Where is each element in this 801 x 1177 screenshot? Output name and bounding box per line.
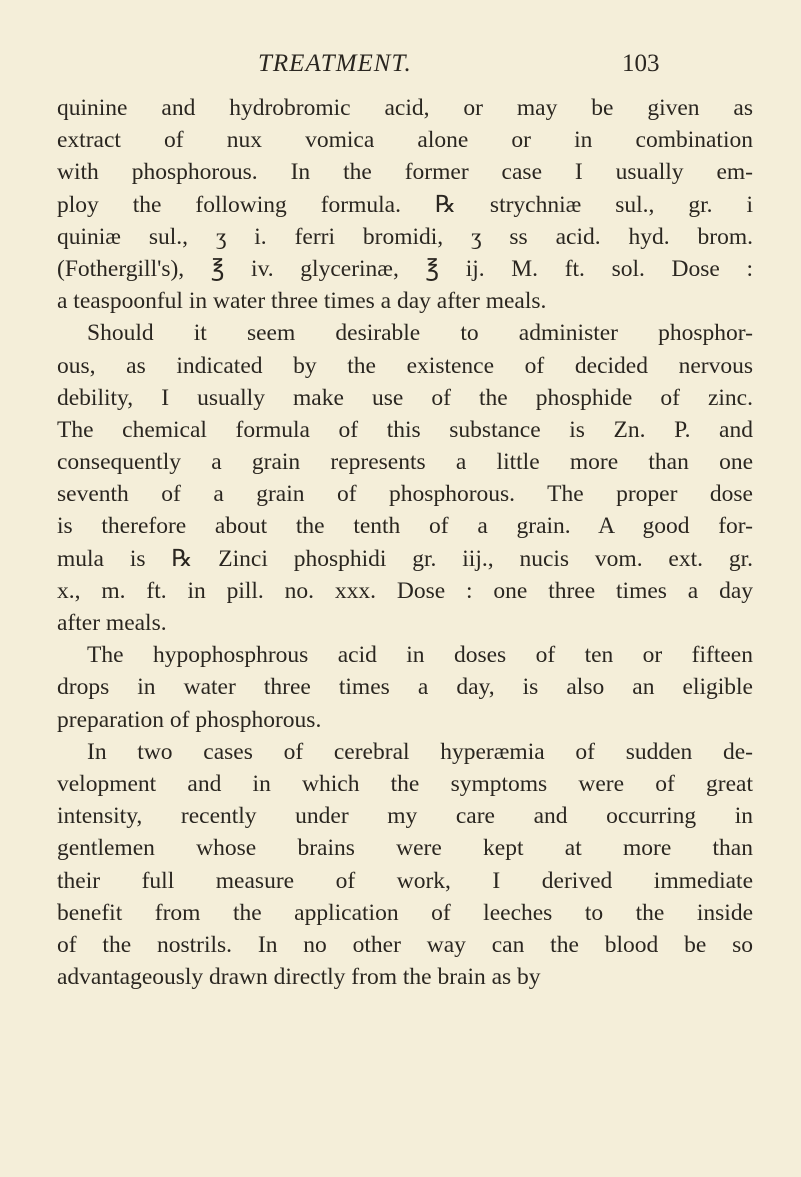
text-line: (Fothergill's), ℥ iv. glycerinæ, ℥ ij. M. ft. sol. Dose :	[57, 255, 753, 282]
running-head	[0, 44, 801, 84]
text-line: ous, as indicated by the existence of decided nervous	[57, 352, 753, 379]
page-number: 103	[622, 50, 660, 77]
text-line: benefit from the application of leeches to the inside	[57, 899, 753, 926]
paragraph	[57, 92, 753, 317]
text-line: The chemical formula of this substance is Zn. P. and	[57, 416, 753, 443]
text-line: preparation of phosphorous.	[57, 706, 322, 733]
text-line: velopment and in which the symptoms were of great	[57, 770, 753, 797]
text-line: their full measure of work, I derived immediate	[57, 867, 753, 894]
text-line: quiniæ sul., ʒ i. ferri bromidi, ʒ ss acid. hyd. brom.	[57, 223, 753, 250]
text-line: a teaspoonful in water three times a day after meals.	[57, 288, 547, 315]
text-line: extract of nux vomica alone or in combination	[57, 127, 753, 154]
text-line: after meals.	[57, 610, 167, 636]
text-line: The hypophosphrous acid in doses of ten or fifteen	[87, 642, 753, 669]
text-line: seventh of a grain of phosphorous. The proper dose	[57, 481, 753, 508]
text-line: consequently a grain represents a little more than one	[57, 449, 753, 476]
text-line: quinine and hydrobromic acid, or may be given as	[57, 95, 753, 121]
text-line: intensity, recently under my care and occurring in	[57, 803, 753, 830]
text-line: ploy the following formula. ℞ strychniæ sul., gr. i	[57, 191, 753, 218]
text-line: In two cases of cerebral hyperæmia of sudden de-	[87, 738, 753, 765]
paragraph	[57, 639, 753, 736]
text-line: Should it seem desirable to administer phosphor-	[87, 320, 753, 347]
paragraph	[57, 736, 753, 994]
text-line: gentlemen whose brains were kept at more than	[57, 835, 753, 862]
text-line: advantageously drawn directly from the brain as by	[57, 964, 541, 991]
paragraph	[57, 317, 753, 639]
text-line: is therefore about the tenth of a grain. A good for-	[57, 513, 753, 540]
text-line: debility, I usually make use of the phosphide of zinc.	[57, 384, 753, 411]
text-line: x., m. ft. in pill. no. xxx. Dose : one three times a day	[57, 577, 753, 604]
text-line: of the nostrils. In no other way can the blood be so	[57, 931, 753, 958]
text-line: with phosphorous. In the former case I usually em-	[57, 159, 753, 186]
body-text	[57, 92, 753, 993]
text-line: drops in water three times a day, is also an eligible	[57, 674, 753, 701]
running-title: TREATMENT.	[258, 50, 412, 77]
text-line: mula is ℞ Zinci phosphidi gr. iij., nucis vom. ext. gr.	[57, 545, 753, 572]
